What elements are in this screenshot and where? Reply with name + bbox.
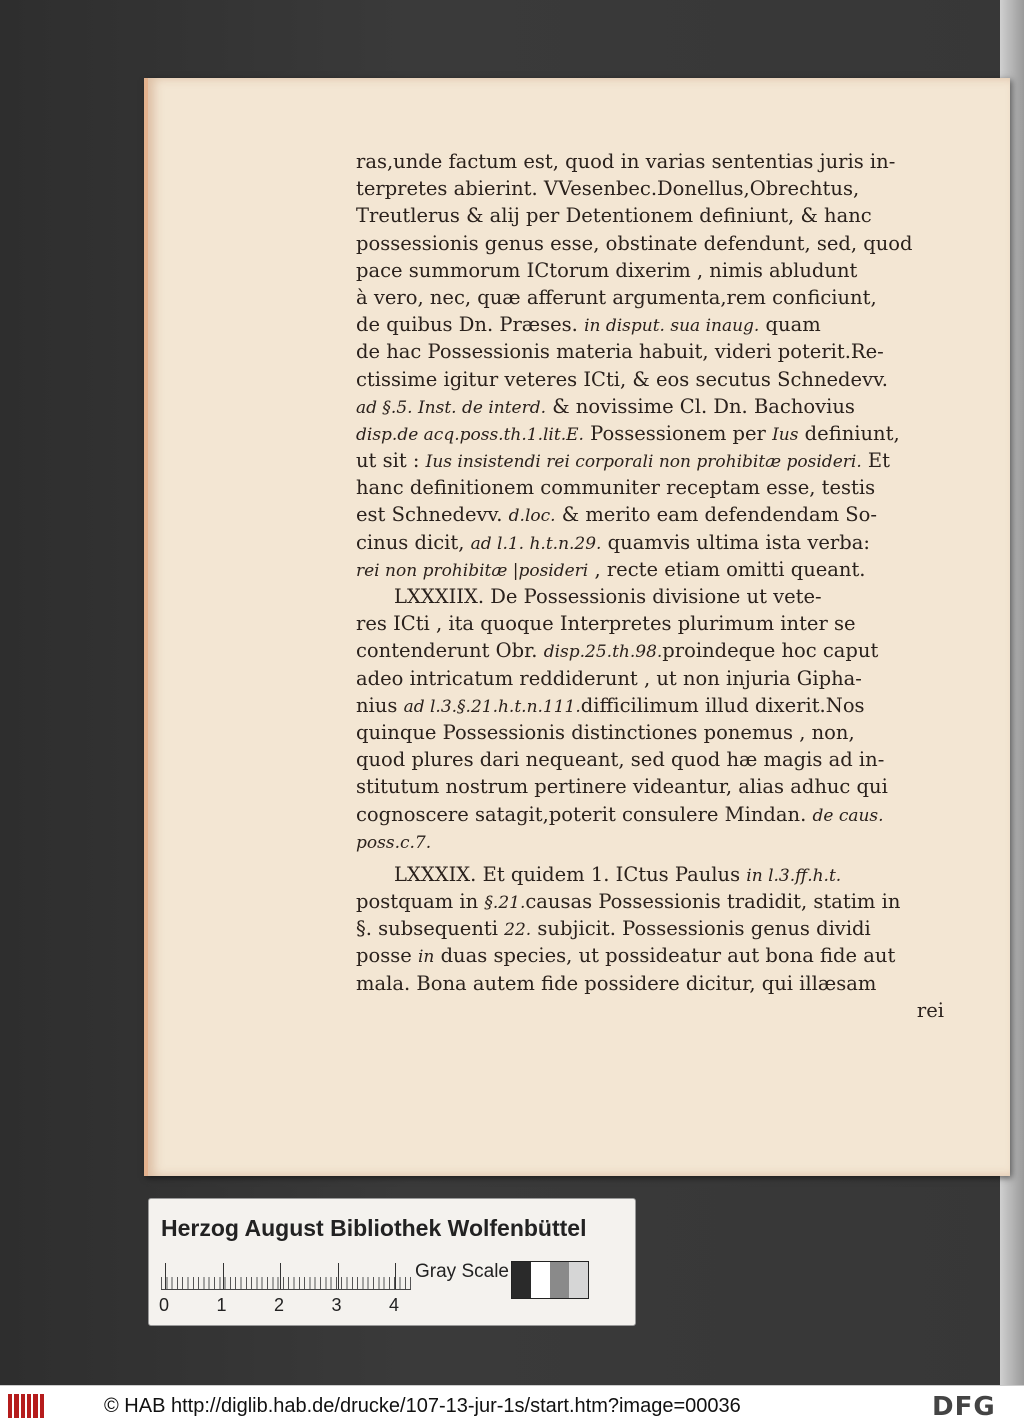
text-segment: quamvis ultima ista verba: <box>601 530 870 554</box>
text-segment: LXXXIX. Et quidem 1. ICtus Paulus <box>394 862 747 886</box>
gray-patch <box>550 1262 569 1298</box>
text-line: LXXXIIX. De Possessionis divisione ut vete- <box>394 585 822 608</box>
gray-patch <box>512 1262 531 1298</box>
text-line: Treutlerus & alij per Detentionem definiunt, & hanc <box>356 204 872 228</box>
text-segment: poss.c.7. <box>356 832 432 853</box>
text-segment: cognoscere satagit,poterit consulere Mindan. <box>356 802 813 826</box>
text-line: ctissime igitur veteres ICti, & eos secutus Schnedevv. <box>356 367 888 391</box>
ruler-tick <box>280 1263 281 1289</box>
text-line <box>356 801 944 828</box>
text-segment: Et <box>861 449 891 473</box>
text-segment: Ius insistendi rei corporali non prohibitæ posideri. <box>425 452 862 473</box>
text-segment: est Schnedevv. <box>356 503 509 527</box>
ruler-tick <box>395 1263 396 1289</box>
page-text <box>356 148 944 1024</box>
gray-patch <box>531 1262 550 1298</box>
text-line <box>356 692 944 719</box>
hab-logo-icon <box>8 1394 44 1418</box>
text-line <box>356 637 944 664</box>
text-line: possessionis genus esse, obstinate defendunt, sed, quod <box>356 231 913 255</box>
text-line <box>356 915 944 942</box>
text-segment: proindeque hoc caput <box>662 639 879 663</box>
library-name: Herzog August Bibliothek Wolfenbüttel <box>161 1215 587 1241</box>
text-line: terpretes abierint. VVesenbec.Donellus,Obrechtus, <box>356 177 860 201</box>
text-segment: in disput. sua inaug. <box>584 316 760 337</box>
text-segment: posse <box>356 944 418 968</box>
text-line: quod plures dari nequeant, sed quod hæ magis ad in- <box>356 748 885 772</box>
text-line: rei <box>916 998 944 1022</box>
dfg-logo-icon: DFG <box>932 1392 996 1422</box>
text-line <box>356 888 944 915</box>
footer-bar <box>0 1385 1024 1426</box>
text-line <box>356 861 944 888</box>
text-segment: & novissime Cl. Dn. Bachovius <box>546 394 855 418</box>
text-line: adeo intricatum reddiderunt , ut non injuria Gipha- <box>356 666 862 690</box>
text-segment: Possessionem per <box>583 421 773 445</box>
text-segment: ad l.3.§.21.h.t.n.111. <box>403 696 581 717</box>
gray-patch <box>569 1262 588 1298</box>
ruler-tick <box>165 1263 166 1289</box>
text-line <box>356 942 944 969</box>
ruler-number: 4 <box>389 1295 400 1315</box>
text-line: quinque Possessionis distinctiones ponemus , non, <box>356 720 855 744</box>
text-line: stitutum nostrum pertinere videantur, alias adhuc qui <box>356 775 888 799</box>
text-segment: ad l.1. h.t.n.29. <box>470 533 602 554</box>
gray-scale-patches <box>511 1261 589 1299</box>
text-segment: d.loc. <box>508 506 556 527</box>
text-line <box>356 447 944 474</box>
text-line: à vero, nec, quæ afferunt argumenta,rem conficiunt, <box>356 285 877 309</box>
text-line <box>356 529 944 556</box>
text-line: res ICti , ita quoque Interpretes plurimum inter se <box>356 612 856 636</box>
text-segment: in <box>417 947 435 968</box>
text-segment: in l.3.ff.h.t. <box>746 865 842 886</box>
ruler <box>161 1261 411 1290</box>
text-segment: ad §.5. Inst. de interd. <box>356 397 547 418</box>
ruler-number: 3 <box>331 1295 342 1315</box>
ruler-tick <box>223 1263 224 1289</box>
text-segment: & merito eam defendendam So- <box>555 503 877 527</box>
text-segment: difficilimum illud dixerit.Nos <box>580 693 865 717</box>
ruler-tick <box>338 1263 339 1289</box>
text-segment: ut sit : <box>356 449 426 473</box>
text-segment: quam <box>759 313 821 337</box>
text-segment: postquam in <box>356 890 485 914</box>
text-line: de hac Possessionis materia habuit, videri poterit.Re- <box>356 340 884 364</box>
text-line <box>356 556 944 583</box>
text-line <box>356 393 944 420</box>
text-line: ras,unde factum est, quod in varias sententias juris in- <box>356 150 896 173</box>
text-segment: , recte etiam omitti queant. <box>588 557 866 581</box>
text-segment: disp.25.th.98. <box>543 642 663 663</box>
text-line <box>356 501 944 528</box>
text-line <box>356 828 944 855</box>
text-line: pace summorum ICtorum dixerim , nimis abludunt <box>356 258 858 282</box>
text-line: mala. Bona autem fide possidere dicitur, qui illæsam <box>356 971 877 995</box>
color-checker-card <box>148 1198 636 1326</box>
text-segment: Ius <box>772 424 799 445</box>
text-segment: de quibus Dn. Præses. <box>356 313 585 337</box>
text-segment: rei non prohibitæ |posideri <box>356 560 589 581</box>
text-segment: nius <box>356 693 404 717</box>
text-segment: contenderunt Obr. <box>356 639 544 663</box>
text-segment: de caus. <box>812 805 884 826</box>
text-segment: disp.de acq.poss.th.1.lit.E. <box>356 424 584 445</box>
text-line <box>356 311 944 338</box>
footer-link[interactable]: © HAB http://diglib.hab.de/drucke/107-13-jur-1s/start.htm?image=00036 <box>104 1395 741 1417</box>
text-line <box>356 420 944 447</box>
ruler-number: 0 <box>159 1295 170 1315</box>
text-segment: §. subsequenti <box>356 917 505 941</box>
ruler-number: 2 <box>274 1295 285 1315</box>
text-segment: definiunt, <box>798 421 900 445</box>
text-segment: duas species, ut possideatur aut bona fide aut <box>434 944 896 968</box>
gray-scale-label: Gray Scale <box>415 1261 509 1282</box>
text-segment: cinus dicit, <box>356 530 471 554</box>
text-segment: §.21. <box>484 893 526 914</box>
text-line: hanc definitionem communiter receptam esse, testis <box>356 476 876 500</box>
text-segment: causas Possessionis tradidit, statim in <box>525 890 901 914</box>
ruler-number: 1 <box>216 1295 227 1315</box>
text-segment: subjicit. Possessionis genus dividi <box>531 917 871 941</box>
text-segment: 22. <box>504 920 532 941</box>
